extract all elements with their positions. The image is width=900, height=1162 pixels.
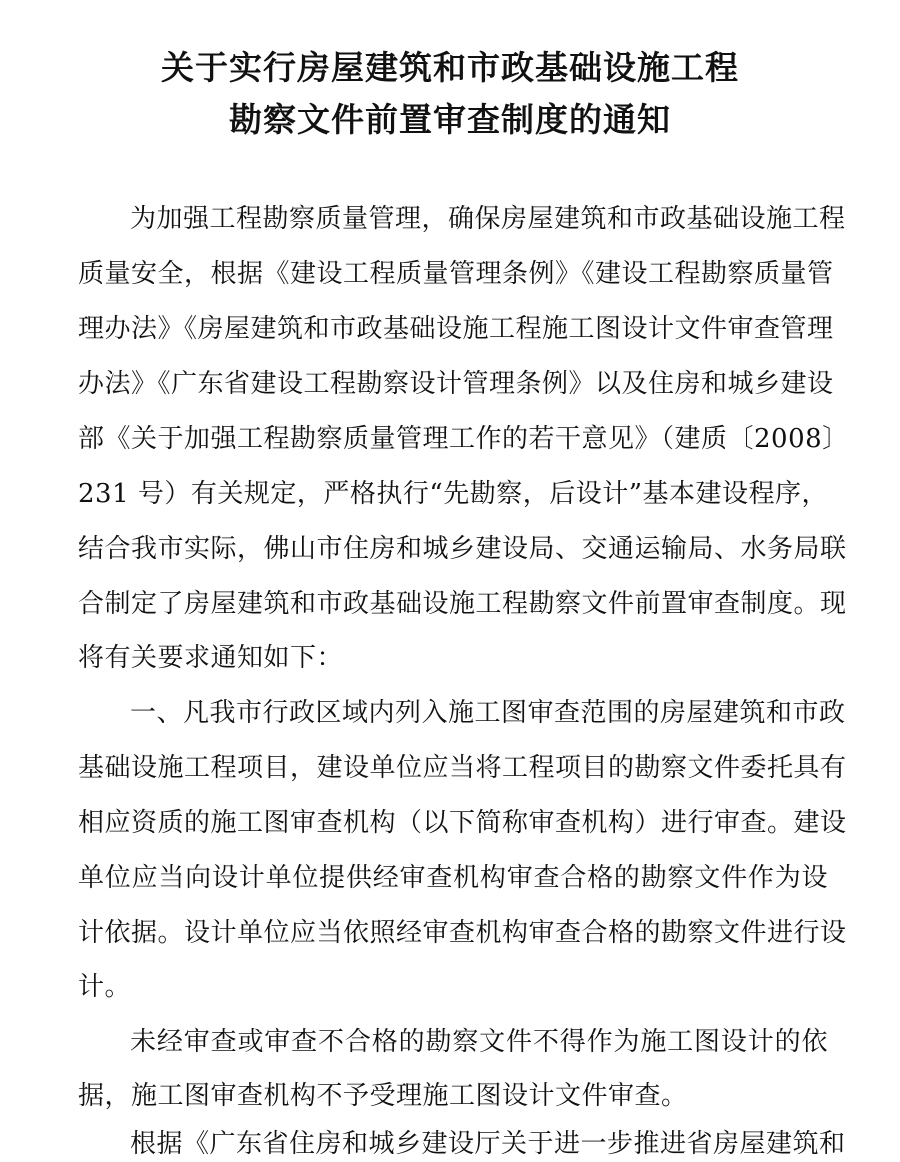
paragraph-1-line: 结合我市实际，佛山市住房和城乡建设局、交通运输局、水务局联 <box>78 534 847 564</box>
paragraph-2-line: 一、凡我市行政区域内列入施工图审查范围的房屋建筑和市政 <box>130 698 846 728</box>
paragraph-2-line: 计。 <box>78 972 132 1002</box>
paragraph-1-line: 理办法》《房屋建筑和市政基础设施工程施工图设计文件审查管理 <box>78 314 834 344</box>
paragraph-1-line: 质量安全，根据《建设工程质量管理条例》《建设工程勘察质量管 <box>78 259 834 289</box>
paragraph-1-line: 为加强工程勘察质量管理，确保房屋建筑和市政基础设施工程 <box>130 204 846 234</box>
paragraph-2-line: 基础设施工程项目，建设单位应当将工程项目的勘察文件委托具有 <box>78 753 847 783</box>
paragraph-1-line: 部《关于加强工程勘察质量管理工作的若干意见》（建质〔2008〕 <box>78 424 849 454</box>
paragraph-1-line: 231 号）有关规定，严格执行“先勘察，后设计”基本建设程序， <box>78 479 828 509</box>
paragraph-1-line: 将有关要求通知如下： <box>78 643 344 673</box>
paragraph-4-line: 根据《广东省住房和城乡建设厅关于进一步推进省房屋建筑和 <box>130 1129 846 1159</box>
document-title-line-1: 关于实行房屋建筑和市政基础设施工程 <box>161 48 739 87</box>
paragraph-2-line: 计依据。设计单位应当依照经审查机构审查合格的勘察文件进行设 <box>78 918 847 948</box>
paragraph-3-line: 未经审查或审查不合格的勘察文件不得作为施工图设计的依 <box>130 1027 828 1057</box>
paragraph-2-line: 单位应当向设计单位提供经审查机构审查合格的勘察文件作为设 <box>78 863 828 893</box>
paragraph-1-line: 合制定了房屋建筑和市政基础设施工程勘察文件前置审查制度。现 <box>78 589 847 619</box>
paragraph-1-line: 办法》《广东省建设工程勘察设计管理条例》以及住房和城乡建设 <box>78 369 834 399</box>
document-title-line-2: 勘察文件前置审查制度的通知 <box>229 100 671 139</box>
paragraph-3-line: 据，施工图审查机构不予受理施工图设计文件审查。 <box>78 1081 688 1111</box>
paragraph-2-line: 相应资质的施工图审查机构（以下简称审查机构）进行审查。建设 <box>78 808 847 838</box>
